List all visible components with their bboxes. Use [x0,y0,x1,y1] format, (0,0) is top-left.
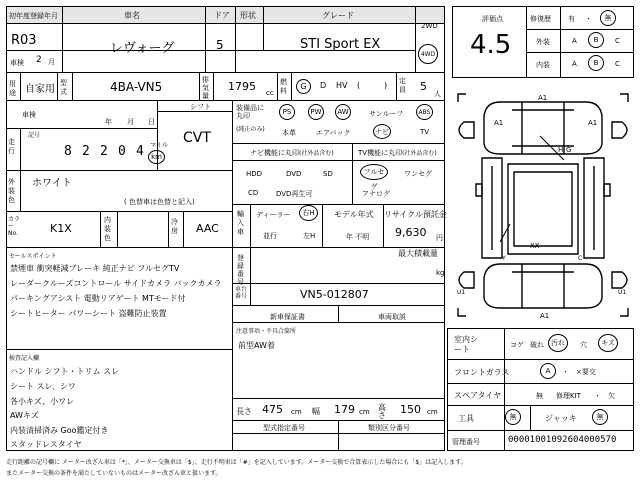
navi-dvd: DVD [286,170,302,178]
equip-tv: TV [420,128,430,136]
regno-label: 登録番号 [237,254,244,286]
drive-2wd: 2WD [421,22,438,30]
mileage-digit-4: 0 [118,144,126,159]
diagram-label-xx: XX [530,242,540,250]
ext-rating-label: 外装 [536,38,550,46]
equip-navi: ナビ [373,124,391,139]
ext-rating-c: C [615,37,620,45]
seat-stain: 汚れ [548,334,568,352]
diagram-label-a1-right: A1 [588,119,598,127]
car-name-label: 車名 [124,11,140,20]
max-load-unit: kg [436,269,445,277]
import-parallel: 並行 [263,232,277,240]
tool-label: 工具 [458,414,474,423]
inspector-note-5: 内装清掃済み Goo鑑定付き [10,426,109,435]
interior-label: 内装色 [104,216,111,242]
diagram-label-g: G [566,146,572,154]
int-rating-label: 内装 [536,61,550,69]
model-value: 4BA-VN5 [110,80,163,94]
shaken-month: 月 [127,118,134,126]
model-type-label: 型式 [60,79,67,96]
shaken-year: 年 [105,118,112,126]
diagram-label-c: C [578,255,583,262]
equip-abs: ABS [416,104,433,120]
class-num-label: 類別区分番号 [368,424,410,432]
length-unit: cm [291,408,302,416]
equipment-sublabel: (純正のみ) [236,126,265,133]
mileage-digit-3: 2 [100,144,108,159]
footer-note-1: 走行距離の記号欄に メーター改ざん車は「*」、メーター交換車は「$」、走行不明車は「#」を記入しています。メーター交換で合算表示した場合にも「$」は記入します。 [6,459,467,466]
cooling-label: 冷房 [171,218,178,235]
notes-label: 注意事項・不具合箇所 [236,328,297,335]
recycle-unit: 円 [436,234,443,242]
warranty-label: 新車保証書 [270,313,305,321]
equip-ps: PS [279,104,295,120]
displacement-label: 排気量 [202,76,209,100]
glass-label: フロントガラス [454,368,510,377]
car-name-value: レヴォーグ [110,41,175,56]
tool-value: 無 [505,409,521,425]
navi-cd: CD [248,189,259,197]
import-left-handle: 左H [303,232,316,240]
equip-airbag: エアバック [316,129,351,137]
model-year-value: 年 不明 [346,233,370,241]
max-load-label: 最大積載量 [398,249,438,258]
equip-sunroof: サンルーフ [369,110,404,118]
inspector-note-6: スタッドレスタイヤ [10,440,82,449]
tv-label: TV機能に丸印(社外品含む) [358,149,437,157]
reg-era-value: R03 [11,33,37,48]
doors-value: 5 [216,38,224,52]
inspector-label: 検査記入欄 [9,355,40,362]
shift-label: シフト [190,103,211,111]
glass-a: A [540,363,556,379]
navi-sd: SD [323,170,333,178]
fuel-label: 燃料 [280,78,287,95]
height-value: 150 [400,403,421,416]
chassis-value: VN5-012807 [300,288,369,301]
inspector-note-1: ハンドル シフト・トリム スレ [10,367,120,376]
capacity-label: 定員 [399,77,406,94]
shift-value: CVT [183,130,211,146]
navi-label: ナビ機能に丸印(社外品含む) [250,149,334,157]
recycle-amount: 9,630 [395,226,427,239]
reg-month-value: 2 [36,55,42,65]
mileage-unit: km [148,150,165,164]
diagram-label-h: H [558,146,564,154]
type-num-label: 型式指定番号 [263,424,305,432]
spare-dot: ・ [594,392,601,400]
score-label: 評価点 [482,15,503,23]
equip-aw: AW [335,104,351,120]
grade-value: STI Sport EX [300,37,381,52]
mgmt-value: 00001001092604000570 [508,435,617,445]
fuel-option-hv: HV [336,81,348,90]
notes-1: 前型AW着 [238,341,275,350]
shaken-day: 日 [148,118,155,126]
mileage-note-label: 記号 [28,132,41,139]
seat-burn: コゲ [510,341,524,349]
displacement-value: 1795 [228,80,256,93]
sales-point-label: セールスポイント [9,253,57,260]
manual-label: 車両取説 [378,313,406,321]
sales-point-2: レーダークルーズコントロール サイドカメラ バックカメラ [10,279,222,288]
fuel-option-d: D [320,81,327,90]
equipment-label: 装備品に丸印 [236,104,264,120]
mile-label: マイル [150,142,168,149]
width-label: 幅 [312,407,320,416]
inspector-note-3: 各小キズ、小ワレ [10,397,75,406]
color-no-label: カラーNo. [8,216,21,237]
exterior-color-value: ホワイト [32,178,72,189]
repair-dot: ・ [585,15,592,23]
spare-label: スペアタイヤ [454,391,502,400]
tv-oneseg: ワンセグ [404,170,432,178]
diagram-label-u1-left: U1 [457,289,466,296]
diagram-label-a1-bottom: A1 [540,312,550,320]
usage-label: 用途 [9,80,16,97]
int-rating-c: C [615,60,620,68]
repair-no: 無 [600,10,616,26]
fuel-option-g: G [296,79,311,94]
repair-label: 修復歴 [530,15,551,23]
glass-replace: ×要交 [576,368,596,376]
mileage-digit-2: 2 [82,144,90,159]
capacity-unit: 人 [434,90,441,98]
equip-pw: PW [308,104,324,120]
model-year-label: モデル年式 [334,210,374,219]
height-unit: cm [427,408,438,416]
diagram-label-a1-top: A1 [538,94,548,102]
chassis-label: 車台番号 [235,286,248,300]
equip-leather: 本革 [282,129,296,137]
tv-analog: アナログ [362,190,390,198]
body-type-label: 形状 [240,11,256,20]
fuel-option-paren-close: ) [384,81,388,90]
displacement-unit: cc [266,89,274,97]
int-rating-b: B [588,55,604,71]
repair-yes: 有 [568,15,575,23]
inspector-note-2: シート スレ、シワ [10,382,76,391]
diagram-label-a1-left: A1 [494,119,504,127]
mileage-digit-5: 4 [136,144,144,159]
navi-hdd: HDD [246,170,263,178]
tv-fullseg: フルセグ [360,164,388,180]
width-unit: cm [359,408,370,416]
seat-tear: 破れ [530,341,544,349]
jack-value: 無 [592,409,608,425]
width-value: 179 [334,403,355,416]
sales-point-3: パーキングアシスト 電動リアゲート MTモード付 [10,294,186,303]
grade-label: グレード [322,11,354,20]
import-label: 輸入車 [237,210,244,236]
recycle-label: リサイクル預託金 [384,210,447,219]
exterior-note: ( 色替車は色替と記入) [124,198,195,206]
length-value: 475 [262,403,283,416]
reg-date-label: 初年度登録年月 [9,12,58,20]
ext-rating-b: B [588,32,604,48]
sales-point-1: 禁煙車 衝突軽減ブレーキ 純正ナビ フルセグTV [10,264,180,273]
diagram-label-y: Y [502,255,506,262]
mgmt-label: 管理番号 [452,438,480,446]
drive-4wd: 4WD [418,44,438,64]
footer-note-2: またメーター交換の条件を満たしていないものはメーター改ざん車と扱います。 [6,470,222,477]
sales-point-4: シートヒーター パワーシート 盗難防止装置 [10,309,167,318]
jack-label: ジャッキ [545,414,577,423]
length-label: 長さ [236,407,252,416]
seat-label: 室内シート [454,335,478,354]
seat-scratch: キズ [598,334,618,352]
import-dealer: ディーラー [256,211,291,219]
spare-none: 無 [536,392,543,400]
shaken-label: 車検 [10,59,24,67]
height-label: 高さ [378,403,386,420]
spare-kit: 修理KIT [556,392,581,400]
inspector-note-4: AWキズ [10,411,39,420]
spare-missing: 欠 [608,392,615,400]
doors-label: ドア [214,11,230,20]
score-value: 4.5 [470,30,512,60]
fuel-option-paren-open: ( [357,81,361,90]
seat-hole: 穴 [580,341,587,349]
cooling-value: AAC [196,222,219,235]
mileage-digit-1: 8 [64,144,72,159]
diagram-label-u1-right: U1 [618,289,627,296]
glass-dot: ・ [562,368,569,376]
mileage-label: 走行 [8,138,15,155]
reg-month-unit: 月 [48,58,55,66]
usage-value: 自家用 [25,84,55,95]
navi-dvd-play: DVD再生可 [276,190,313,198]
import-right-handle: 右H [299,205,318,221]
exterior-label: 外装色 [8,178,15,204]
car-damage-diagram [452,88,634,322]
int-rating-a: A [572,60,577,68]
color-no-value: K1X [50,222,72,235]
shaken-header: 車検 [22,111,36,119]
capacity-value: 5 [420,80,427,93]
ext-rating-a: A [572,37,577,45]
